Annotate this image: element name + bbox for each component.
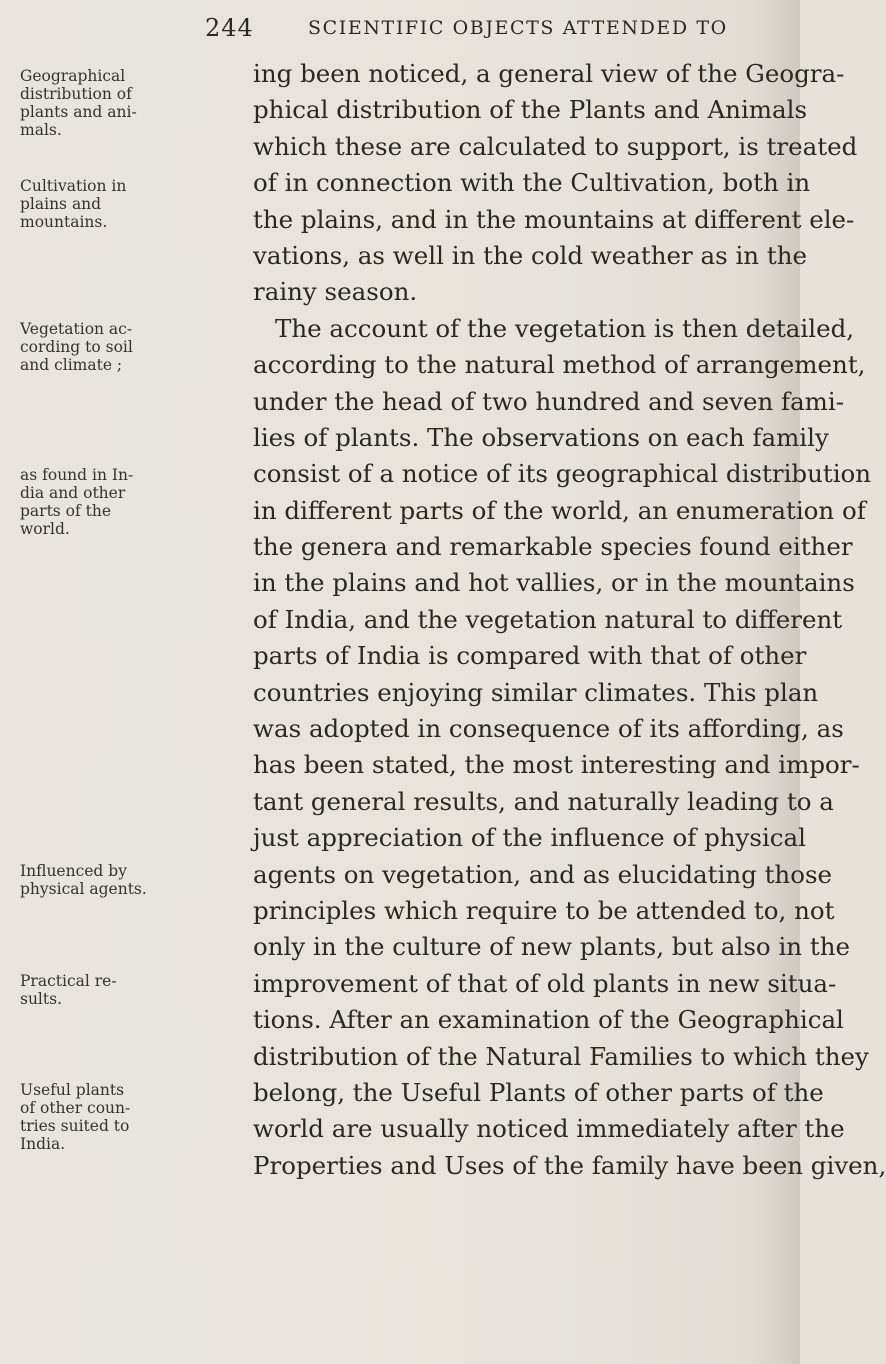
text-line: consist of a notice of its geographical distribution bbox=[253, 459, 872, 489]
page-header bbox=[0, 8, 800, 48]
text-line: was adopted in consequence of its affording, as bbox=[253, 714, 844, 744]
margin-note-vegetation: Vegetation ac- cording to soil and climate ; bbox=[20, 320, 133, 374]
text-line: ing been noticed, a general view of the Geogra- bbox=[253, 59, 845, 88]
text-line: Properties and Uses of the family have been given, bbox=[253, 1150, 886, 1180]
text-line: belong, the Useful Plants of other parts of the bbox=[253, 1077, 824, 1107]
text-line: according to the natural method of arrangement, bbox=[253, 350, 866, 380]
margin-note-physical-agents: Influenced by physical agents. bbox=[20, 862, 147, 898]
text-line: in different parts of the world, an enumeration of bbox=[253, 495, 866, 525]
text-line: principles which require to be attended to, not bbox=[253, 895, 835, 925]
margin-note-useful-plants: Useful plants of other coun- tries suited to India. bbox=[20, 1081, 131, 1153]
margin-note-cultivation: Cultivation in plains and mountains. bbox=[20, 177, 127, 231]
text-line: countries enjoying similar climates. This plan bbox=[253, 677, 819, 707]
text-line: under the head of two hundred and seven fami- bbox=[253, 386, 845, 416]
text-line: in the plains and hot vallies, or in the mountains bbox=[253, 568, 855, 598]
text-line: which these are calculated to support, is treated bbox=[253, 131, 858, 161]
text-line: The account of the vegetation is then detailed, bbox=[275, 313, 855, 343]
text-line: tant general results, and naturally leading to a bbox=[253, 786, 834, 816]
text-line: of India, and the vegetation natural to different bbox=[253, 604, 843, 634]
text-line: world are usually noticed immediately after the bbox=[253, 1114, 845, 1144]
body-text bbox=[253, 56, 886, 1184]
text-line: has been stated, the most interesting and impor- bbox=[253, 750, 860, 780]
running-head: SCIENTIFIC OBJECTS ATTENDED TO bbox=[308, 17, 728, 39]
text-line: only in the culture of new plants, but also in the bbox=[253, 932, 850, 962]
text-line: vations, as well in the cold weather as in the bbox=[253, 240, 807, 270]
text-line: lies of plants. The observations on each family bbox=[253, 422, 829, 452]
margin-note-practical-results: Practical re- sults. bbox=[20, 972, 117, 1008]
text-line: agents on vegetation, and as elucidating those bbox=[253, 859, 833, 889]
text-line: of in connection with the Cultivation, both in bbox=[253, 168, 811, 198]
margin-note-geographical-distribution: Geographical distribution of plants and ani- mals. bbox=[20, 67, 137, 139]
text-line: the genera and remarkable species found either bbox=[253, 532, 853, 562]
text-line: parts of India is compared with that of other bbox=[253, 641, 807, 671]
text-line: tions. After an examination of the Geographical bbox=[253, 1005, 844, 1035]
text-line: rainy season. bbox=[253, 277, 418, 307]
text-line: phical distribution of the Plants and Animals bbox=[253, 95, 808, 125]
page-number: 244 bbox=[205, 14, 254, 42]
text-line: just appreciation of the influence of physical bbox=[253, 823, 806, 853]
text-line: the plains, and in the mountains at different ele- bbox=[253, 204, 855, 234]
text-line: improvement of that of old plants in new situa- bbox=[253, 968, 837, 998]
text-line: distribution of the Natural Families to which they bbox=[253, 1041, 869, 1071]
margin-note-india-and-world: as found in In- dia and other parts of the world. bbox=[20, 466, 134, 538]
